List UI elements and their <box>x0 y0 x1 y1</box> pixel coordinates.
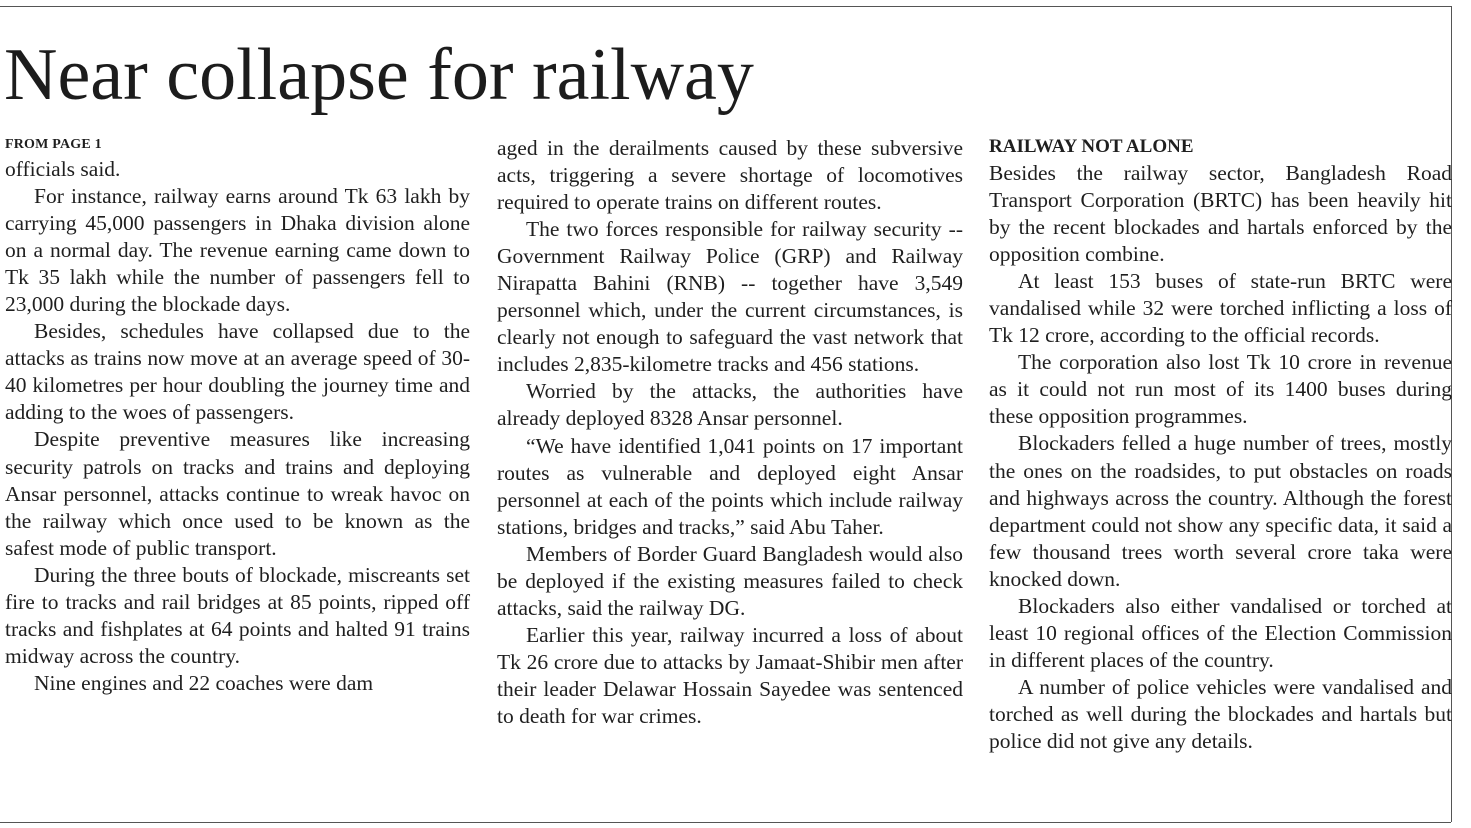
continued-from-kicker: FROM PAGE 1 <box>5 137 102 152</box>
paragraph: At least 153 buses of state-run BRTC were vandalised while 32 were torched inflicting a loss of Tk 12 crore, according to the official records. <box>989 269 1452 348</box>
paragraph: The two forces responsible for railway security -- Government Railway Police (GRP) and Railway Nirapatta Bahini (RNB) -- together have 3,549 personnel which, under the current circumstances, is clearly not enough to safeguard the vast network that includes 2,835-kilometre tracks and 456 stations. <box>497 217 963 377</box>
paragraph: “We have identified 1,041 points on 17 important routes as vulnerable and deployed eight Ansar personnel at each of the points which include railway stations, bridges and tracks,” said Abu Taher. <box>497 433 963 539</box>
paragraph: Despite preventive measures like increasing security patrols on tracks and trains and deploying Ansar personnel, attacks continue to wreak havoc on the railway which once used to be known as the safest mode of public transport. <box>5 427 470 560</box>
headline: Near collapse for railway <box>4 34 754 116</box>
paragraph: Members of Border Guard Bangladesh would also be deployed if the existing measures failed to check attacks, said the railway DG. <box>497 541 963 620</box>
paragraph: A number of police vehicles were vandalised and torched as well during the blockades and hartals but police did not give any details. <box>989 674 1452 753</box>
paragraph: For instance, railway earns around Tk 63 lakh by carrying 45,000 passengers in Dhaka division alone on a normal day. The revenue earning came down to Tk 35 lakh while the number of passengers fell to 23,000 during the blockade days. <box>5 184 470 317</box>
paragraph: Blockaders also either vandalised or torched at least 10 regional offices of the Election Commission in different places of the country. <box>989 593 1452 672</box>
top-border-rule <box>0 6 1451 7</box>
paragraph: The corporation also lost Tk 10 crore in revenue as it could not run most of its 1400 buses during these opposition programmes. <box>989 350 1452 429</box>
article-column-1 <box>5 133 470 697</box>
bottom-border-rule <box>0 822 1451 823</box>
paragraph: aged in the derailments caused by these subversive acts, triggering a severe shortage of locomotives required to operate trains on different routes. <box>497 136 963 215</box>
paragraph: Besides, schedules have collapsed due to the attacks as trains now move at an average speed of 30-40 kilometres per hour doubling the journey time and adding to the woes of passengers. <box>5 319 470 425</box>
paragraph: Blockaders felled a huge number of trees, mostly the ones on the roadsides, to put obstacles on roads and highways across the country. Although the forest department could not show any specific data, it said a few thousand trees worth several crore taka were knocked down. <box>989 431 1452 591</box>
paragraph: Nine engines and 22 coaches were dam <box>34 670 374 695</box>
paragraph: During the three bouts of blockade, miscreants set fire to tracks and rail bridges at 85 points, ripped off tracks and fishplates at 64 points and halted 91 trains midway across the country. <box>5 562 470 668</box>
paragraph: Besides the railway sector, Bangladesh Road Transport Corporation (BRTC) has been heavily hit by the recent blockades and hartals enforced by the opposition combine. <box>989 161 1452 267</box>
section-subhead: RAILWAY NOT ALONE <box>989 136 1194 157</box>
article-column-2 <box>497 135 963 730</box>
article-column-3 <box>989 133 1452 755</box>
paragraph: Worried by the attacks, the authorities have already deployed 8328 Ansar personnel. <box>497 379 963 431</box>
paragraph: Earlier this year, railway incurred a loss of about Tk 26 crore due to attacks by Jamaat-Shibir men after their leader Delawar Hossain Sayedee was sentenced to death for war crimes. <box>497 622 963 728</box>
paragraph: officials said. <box>5 157 121 181</box>
